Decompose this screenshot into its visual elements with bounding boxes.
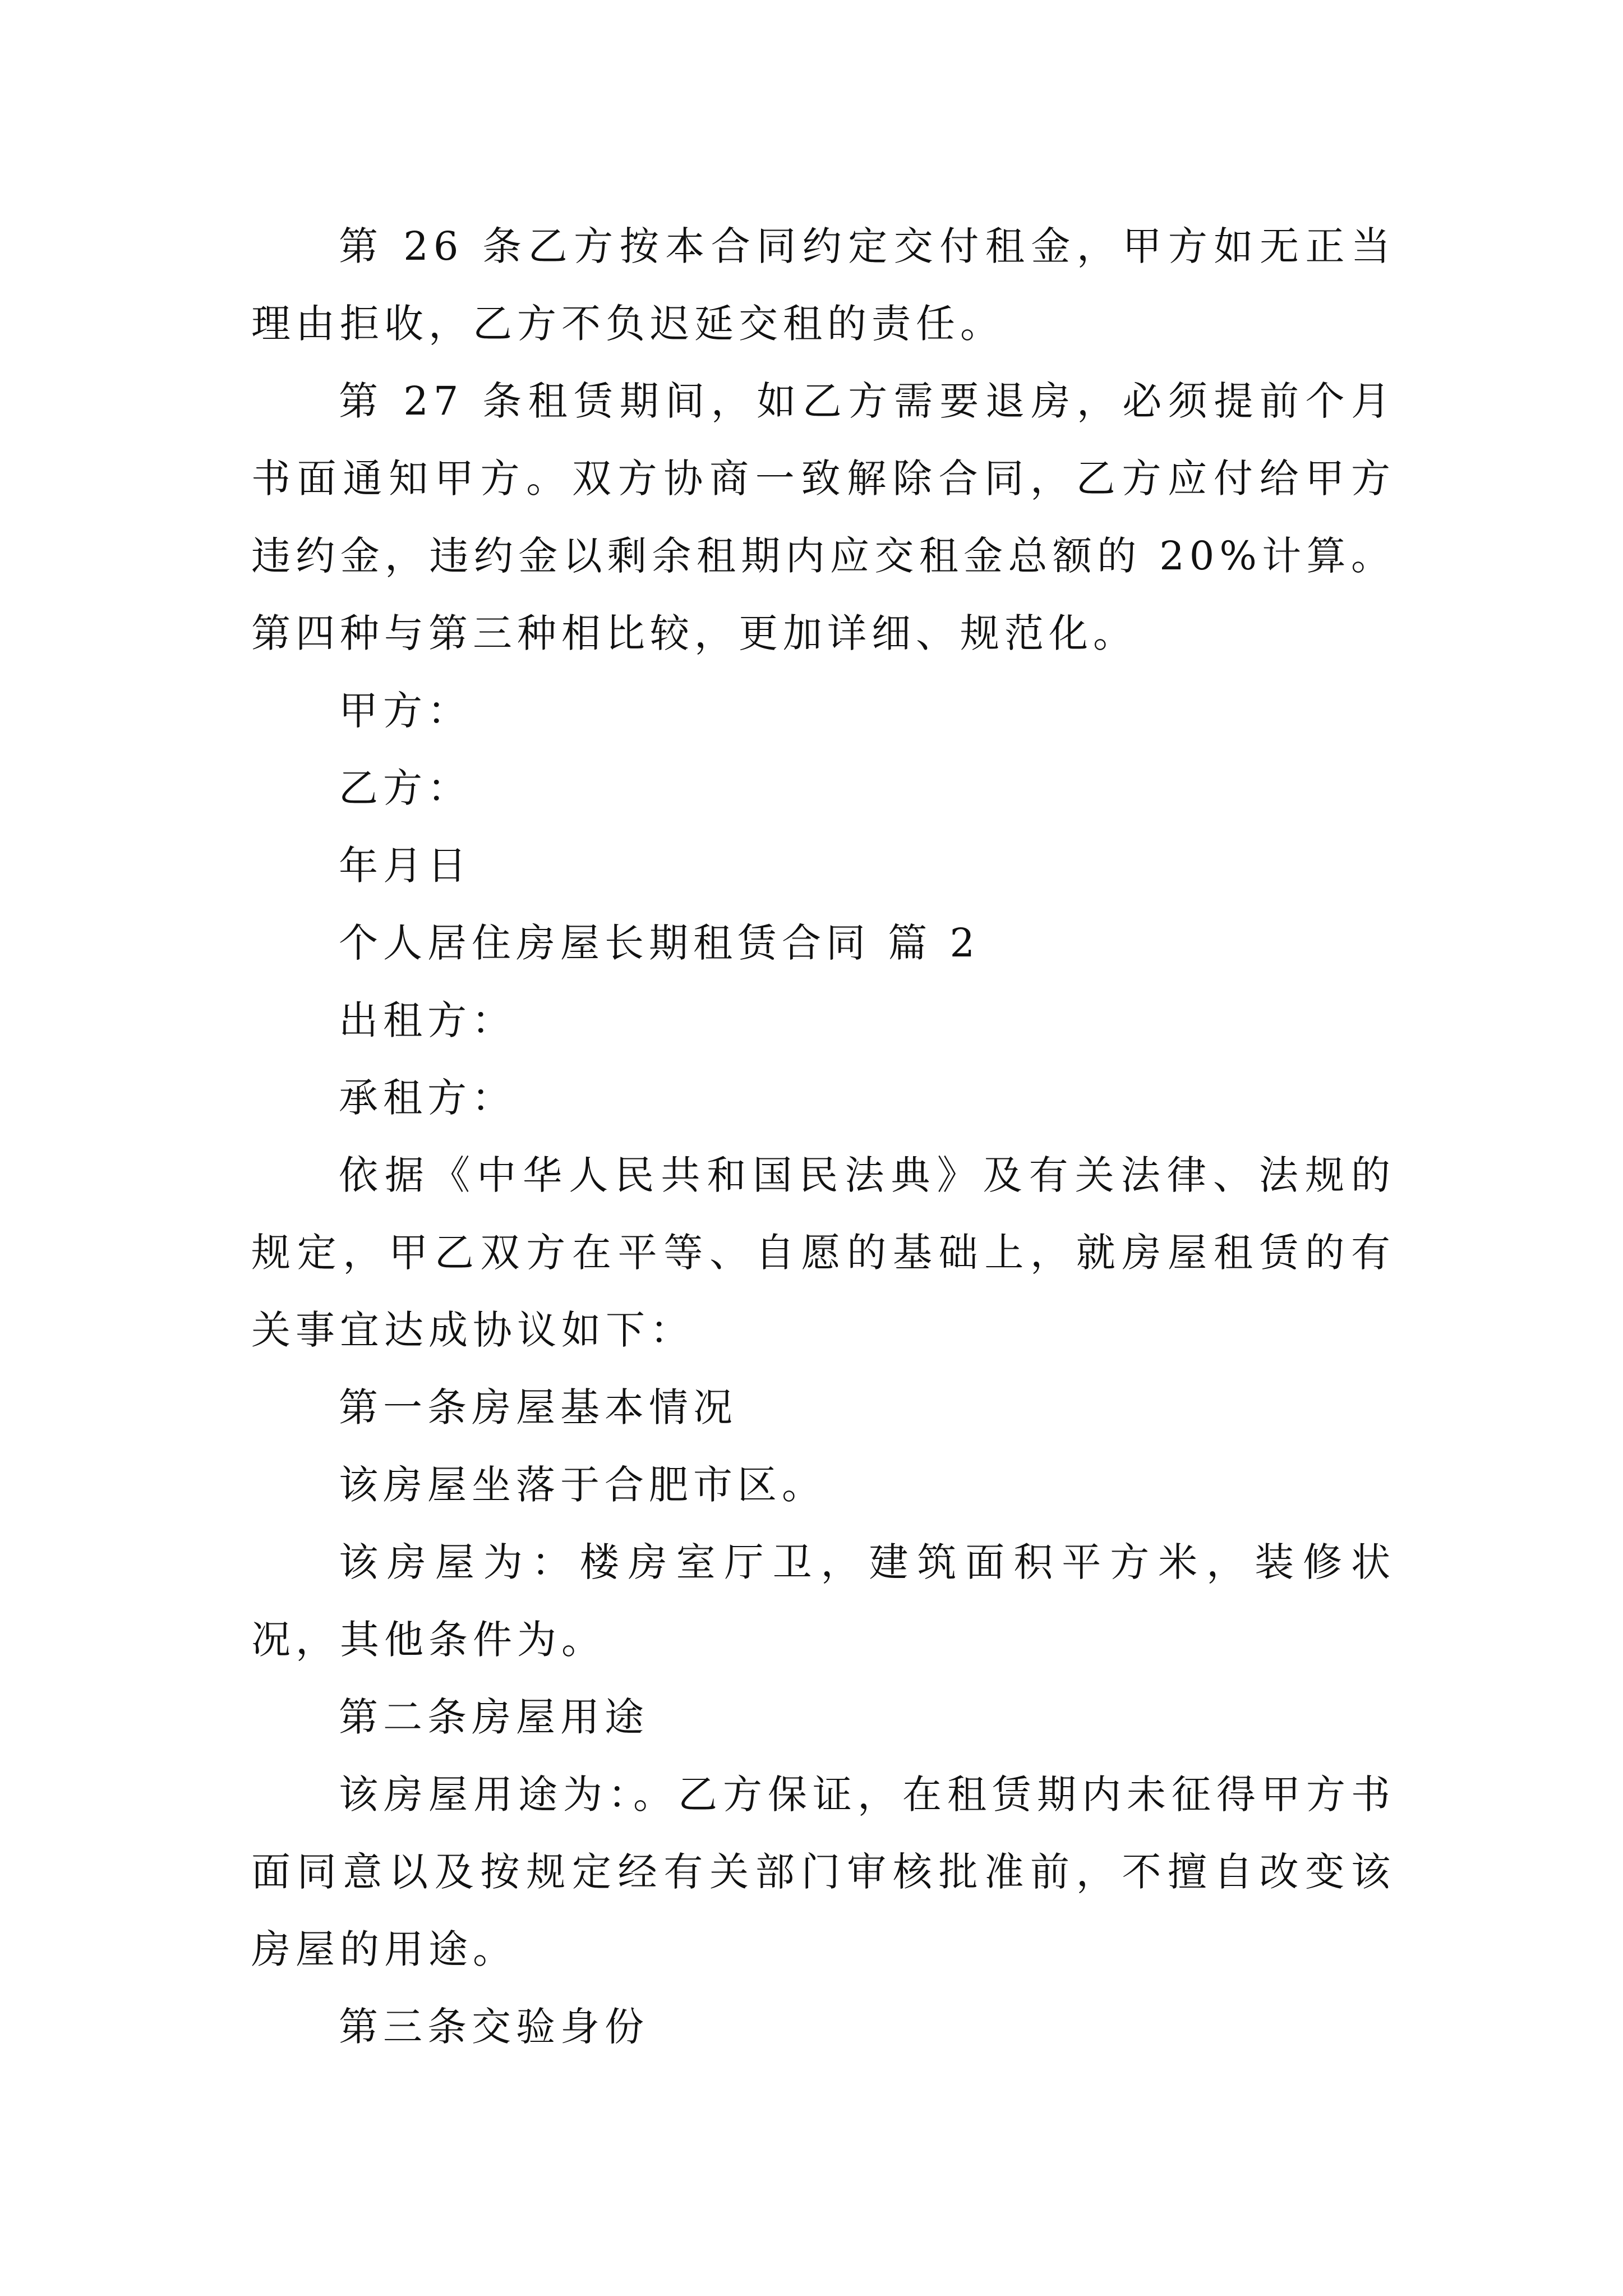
lessor-label: 出租方： [339,997,516,1043]
document-body [251,208,1395,2065]
signature-party-b: 乙方： [339,765,472,811]
paragraph-preamble: 依据《中华人民共和国民法典》及有关法律、法规的规定，甲乙双方在平等、自愿的基础上，就房屋租赁的有关事宜达成协议如下： [251,1152,1395,1353]
paragraph-article-26: 第 26 条乙方按本合同约定交付租金，甲方如无正当理由拒收，乙方不负迟延交租的责任。 [251,223,1395,347]
heading-article-3: 第三条交验身份 [339,2004,649,2050]
paragraph-article-27: 第 27 条租赁期间，如乙方需要退房，必须提前个月书面通知甲方。双方协商一致解除合同，乙方应付给甲方违约金，违约金以剩余租期内应交租金总额的 20%计算。第四种与第三种相比较，更加详细、规范化。 [251,378,1395,656]
signature-party-a: 甲方： [339,688,472,734]
paragraph-house-details: 该房屋为：楼房室厅卫，建筑面积平方米，装修状况，其他条件为。 [251,1539,1395,1663]
lessee-label: 承租方： [339,1075,516,1121]
signature-date: 年月日 [339,843,472,889]
contract-title: 个人居住房屋长期租赁合同 篇 2 [339,920,980,966]
paragraph-location: 该房屋坐落于合肥市区。 [339,1462,826,1508]
heading-article-2: 第二条房屋用途 [339,1694,649,1740]
heading-article-1: 第一条房屋基本情况 [339,1384,737,1430]
paragraph-house-usage: 该房屋用途为：。乙方保证，在租赁期内未征得甲方书面同意以及按规定经有关部门审核批准前，不擅自改变该房屋的用途。 [251,1772,1395,1972]
